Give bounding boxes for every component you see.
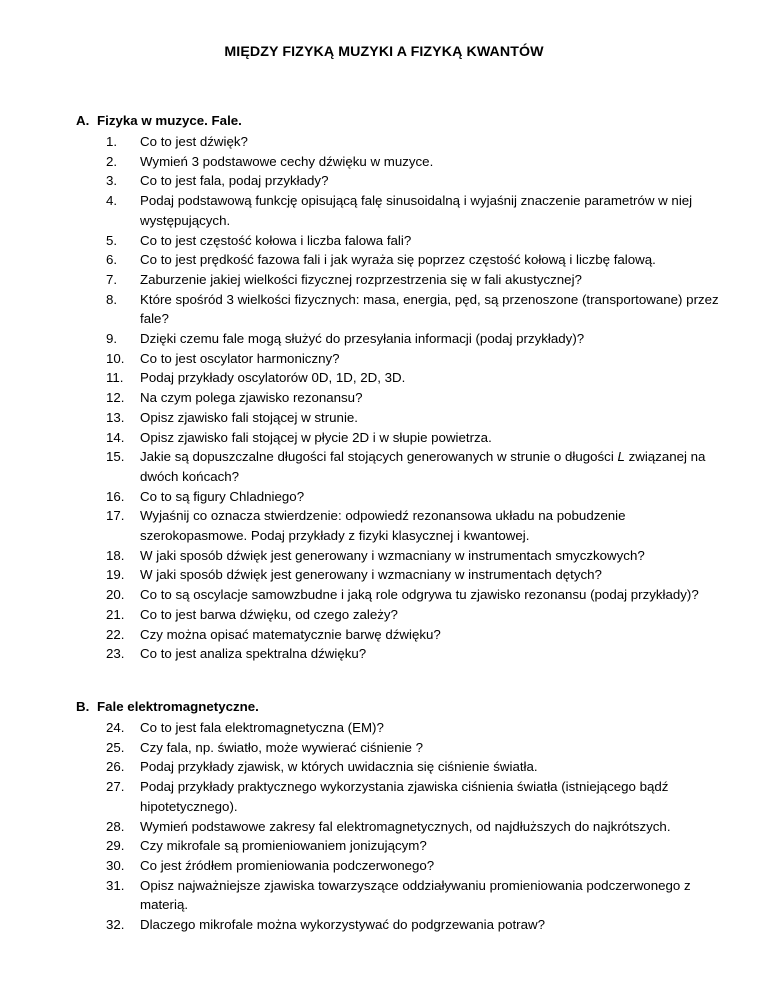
question-list-a (106, 132, 726, 664)
item-number: 4. (106, 193, 118, 209)
list-item (106, 757, 726, 777)
item-text: Czy fala, np. światło, może wywierać ciśnienie ? (140, 739, 424, 755)
item-number: 13. (106, 409, 125, 425)
item-text: Podaj przykłady oscylatorów 0D, 1D, 2D, 3D. (140, 370, 406, 386)
item-number: 7. (106, 271, 118, 287)
list-item (106, 152, 726, 172)
item-text: Co to jest barwa dźwięku, od czego zależy? (140, 606, 398, 622)
list-item (106, 132, 726, 152)
item-text: Na czym polega zjawisko rezonansu? (140, 390, 363, 406)
item-text: Co jest źródłem promieniowania podczerwonego? (140, 857, 435, 873)
item-text: Opisz najważniejsze zjawiska towarzyszące oddziaływaniu promieniowania podczerwonego z materią. (140, 877, 691, 913)
item-number: 3. (106, 173, 118, 189)
item-text: Co to jest częstość kołowa i liczba falowa fali? (140, 232, 412, 248)
item-number: 25. (106, 739, 125, 755)
list-item (106, 605, 726, 625)
item-number: 10. (106, 350, 125, 366)
item-text: Co to jest analiza spektralna dźwięku? (140, 646, 367, 662)
list-item (106, 231, 726, 251)
item-number: 23. (106, 646, 125, 662)
item-text: Podaj przykłady zjawisk, w których uwidacznia się ciśnienie światła. (140, 759, 538, 775)
list-item (106, 329, 726, 349)
item-number: 6. (106, 252, 118, 268)
list-item (106, 546, 726, 566)
section-heading-b (76, 699, 259, 714)
item-text: Dzięki czemu fale mogą służyć do przesyłania informacji (podaj przykłady)? (140, 331, 585, 347)
item-number: 9. (106, 331, 118, 347)
list-item (106, 487, 726, 507)
list-item (106, 718, 726, 738)
item-text: Co to jest prędkość fazowa fali i jak wyraża się poprzez częstość kołową i liczbę falową. (140, 252, 656, 268)
item-number: 17. (106, 508, 125, 524)
list-item (106, 738, 726, 758)
list-item (106, 565, 726, 585)
list-item (106, 876, 726, 915)
item-text: Czy można opisać matematycznie barwę dźwięku? (140, 626, 441, 642)
item-text: Zaburzenie jakiej wielkości fizycznej rozprzestrzenia się w fali akustycznej? (140, 271, 582, 287)
item-text: Dlaczego mikrofale można wykorzystywać do podgrzewania potraw? (140, 917, 545, 933)
section-heading-text: Fale elektromagnetyczne. (97, 699, 259, 714)
item-text: Co to jest oscylator harmoniczny? (140, 350, 340, 366)
item-number: 5. (106, 232, 118, 248)
item-number: 21. (106, 606, 125, 622)
item-text: Opisz zjawisko fali stojącej w płycie 2D i w słupie powietrza. (140, 429, 492, 445)
item-number: 27. (106, 779, 125, 795)
item-number: 14. (106, 429, 125, 445)
item-text: Co to jest dźwięk? (140, 134, 248, 149)
list-item (106, 644, 726, 664)
list-item (106, 856, 726, 876)
list-item (106, 817, 726, 837)
list-item (106, 915, 726, 935)
item-number: 16. (106, 488, 125, 504)
item-text: Co to jest fala, podaj przykłady? (140, 173, 329, 189)
item-number: 20. (106, 587, 125, 603)
item-text: Co to są oscylacje samowzbudne i jaką role odgrywa tu zjawisko rezonansu (podaj przykłady)? (140, 587, 699, 603)
item-number: 28. (106, 818, 125, 834)
item-text: Wymień podstawowe zakresy fal elektromagnetycznych, od najdłuższych do najkrótszych. (140, 818, 671, 834)
item-number: 1. (106, 134, 118, 149)
item-number: 11. (106, 370, 124, 386)
item-number: 26. (106, 759, 125, 775)
item-text: W jaki sposób dźwięk jest generowany i wzmacniany w instrumentach smyczkowych? (140, 547, 645, 563)
item-text: Podaj podstawową funkcję opisującą falę sinusoidalną i wyjaśnij znaczenie parametrów w niej występujących. (140, 193, 693, 228)
list-item (106, 428, 726, 448)
list-item (106, 270, 726, 290)
item-text: Podaj przykłady praktycznego wykorzystania zjawiska ciśnienia światła (istniejącego bądź hipotetycznego). (140, 779, 669, 814)
list-item (106, 349, 726, 369)
question-list-b (106, 718, 726, 935)
list-item (106, 368, 726, 388)
item-number: 19. (106, 567, 125, 583)
item-text: Jakie są dopuszczalne długości fal stojących generowanych w strunie o długości L związanej na dwóch końcach? (140, 449, 706, 484)
item-text: Co to są figury Chladniego? (140, 488, 305, 504)
item-text: Wyjaśnij co oznacza stwierdzenie: odpowiedź rezonansowa układu na pobudzenie szerokopasmowe. Podaj przykłady z fizyki klasycznej i kwantowej. (140, 508, 626, 544)
item-number: 31. (106, 877, 125, 893)
item-number: 15. (106, 449, 125, 465)
item-number: 12. (106, 390, 125, 406)
list-item (106, 625, 726, 645)
item-text: Które spośród 3 wielkości fizycznych: masa, energia, pęd, są przenoszone (transportowane) przez fale? (140, 291, 719, 327)
list-item (106, 250, 726, 270)
list-item (106, 506, 726, 545)
item-text: Opisz zjawisko fali stojącej w strunie. (140, 409, 358, 425)
list-item (106, 408, 726, 428)
item-number: 22. (106, 626, 125, 642)
section-letter: A. (76, 113, 90, 128)
list-item (106, 447, 726, 486)
section-heading-text: Fizyka w muzyce. Fale. (97, 113, 242, 128)
item-number: 24. (106, 720, 125, 735)
item-number: 30. (106, 857, 125, 873)
list-item (106, 585, 726, 605)
list-item (106, 171, 726, 191)
list-item (106, 836, 726, 856)
list-item (106, 388, 726, 408)
item-text: Co to jest fala elektromagnetyczna (EM)? (140, 720, 384, 735)
item-text: Czy mikrofale są promieniowaniem jonizującym? (140, 838, 427, 854)
item-text: Wymień 3 podstawowe cechy dźwięku w muzyce. (140, 153, 434, 169)
list-item (106, 290, 726, 329)
item-number: 29. (106, 838, 125, 854)
item-number: 32. (106, 917, 125, 933)
list-item (106, 191, 726, 230)
item-number: 18. (106, 547, 125, 563)
list-item (106, 777, 726, 816)
item-text: W jaki sposób dźwięk jest generowany i wzmacniany w instrumentach dętych? (140, 567, 602, 583)
document-title: MIĘDZY FIZYKĄ MUZYKI A FIZYKĄ KWANTÓW (224, 44, 544, 60)
section-heading-a (76, 113, 242, 128)
item-number: 2. (106, 153, 118, 169)
section-letter: B. (76, 699, 90, 714)
item-number: 8. (106, 291, 118, 307)
